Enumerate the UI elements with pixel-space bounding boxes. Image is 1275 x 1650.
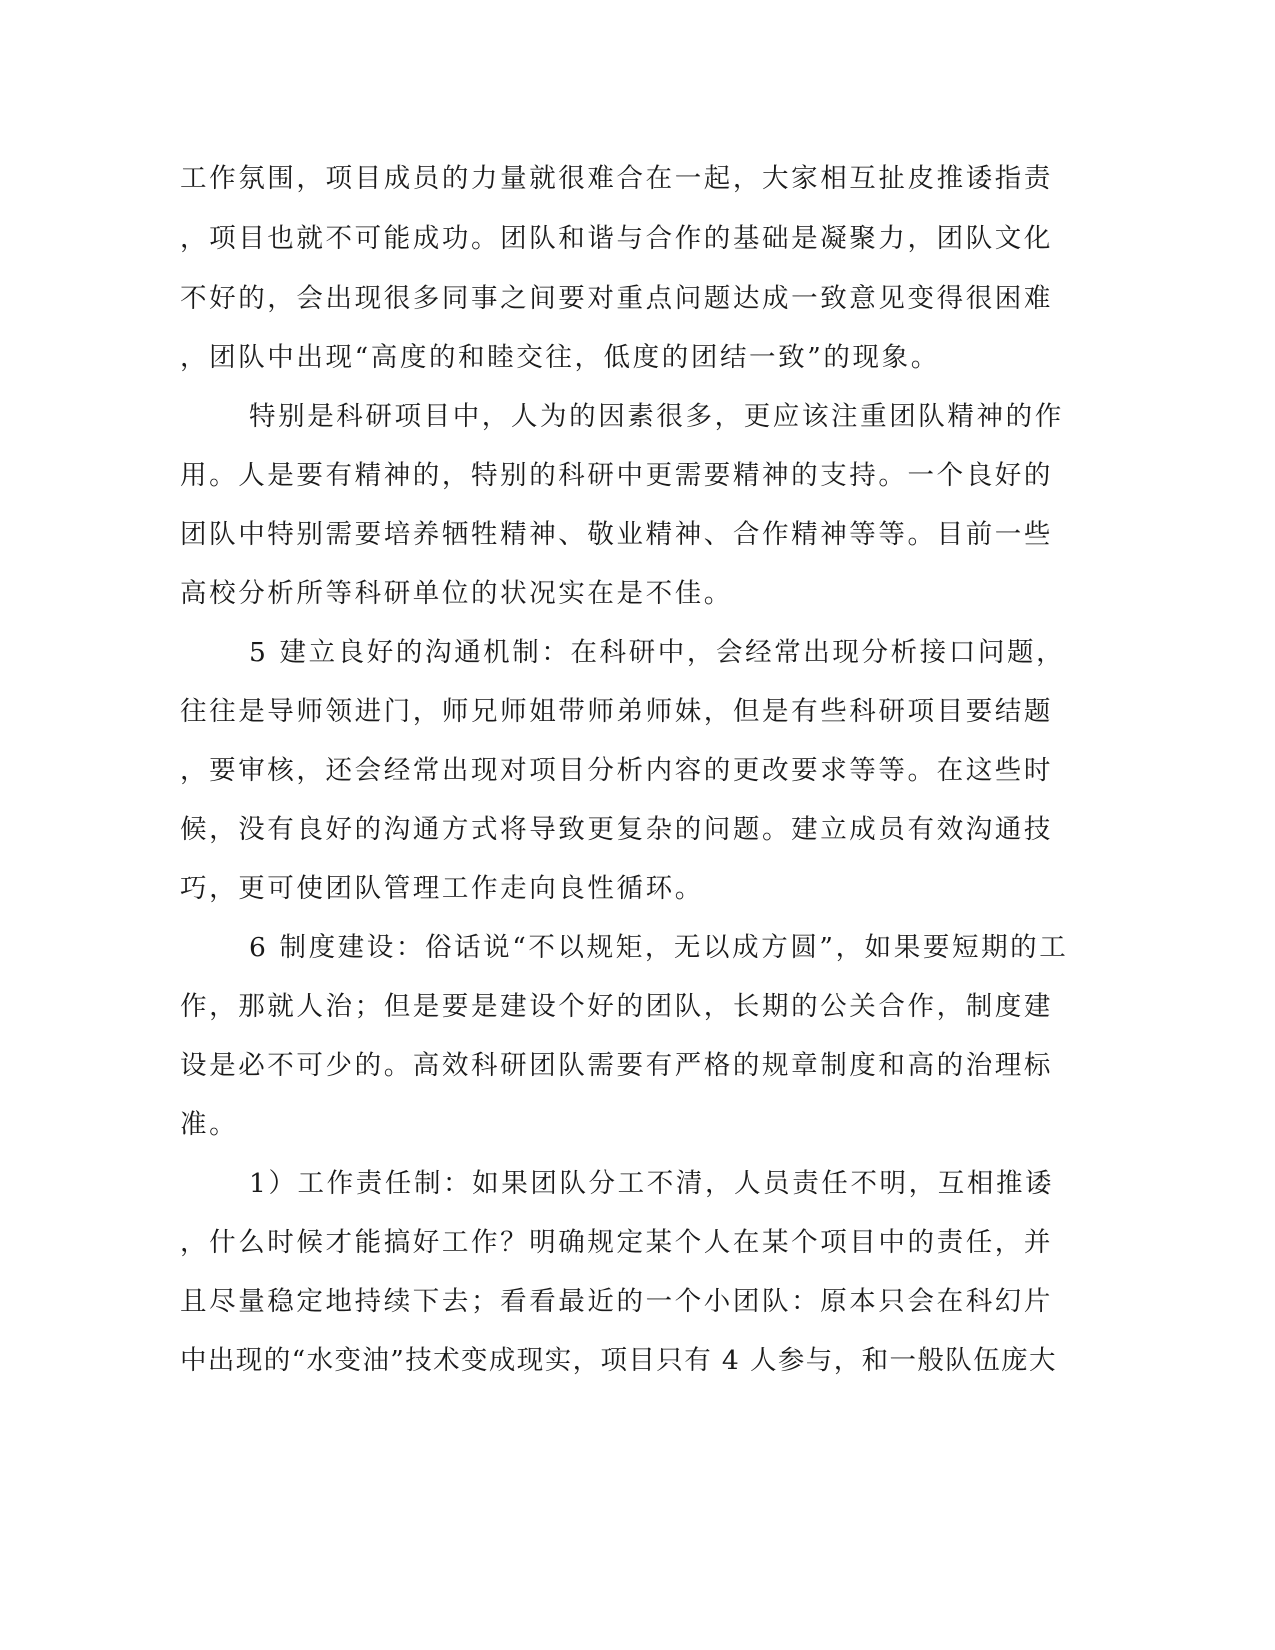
text-line: 用。人是要有精神的，特别的科研中更需要精神的支持。一个良好的 (180, 460, 1053, 491)
text-line: 特别是科研项目中，人为的因素很多，更应该注重团队精神的作 (249, 401, 1064, 432)
text-line: 1）工作责任制：如果团队分工不清，人员责任不明，互相推诿 (249, 1168, 1055, 1199)
text-line: 候，没有良好的沟通方式将导致更复杂的问题。建立成员有效沟通技 (180, 814, 1053, 845)
text-line: ，要审核，还会经常出现对项目分析内容的更改要求等等。在这些时 (180, 755, 1053, 786)
text-line: 中出现的“水变油”技术变成现实，项目只有 4 人参与，和一般队伍庞大 (180, 1345, 1057, 1376)
text-line: 团队中特别需要培养牺牲精神、敬业精神、合作精神等等。目前一些 (180, 519, 1053, 550)
text-line: 设是必不可少的。高效科研团队需要有严格的规章制度和高的治理标 (180, 1050, 1053, 1081)
text-line: ，什么时候才能搞好工作？明确规定某个人在某个项目中的责任，并 (180, 1227, 1053, 1258)
text-line: 6 制度建设：俗话说“不以规矩，无以成方圆”，如果要短期的工 (249, 932, 1069, 963)
text-line: 巧，更可使团队管理工作走向良性循环。 (180, 873, 704, 904)
text-line: ，团队中出现“高度的和睦交往，低度的团结一致”的现象。 (180, 342, 940, 373)
text-line: 高校分析所等科研单位的状况实在是不佳。 (180, 578, 733, 609)
text-line: 往往是导师领进门，师兄师姐带师弟师妹，但是有些科研项目要结题 (180, 696, 1053, 727)
text-line: ，项目也就不可能成功。团队和谐与合作的基础是凝聚力，团队文化 (180, 223, 1053, 254)
text-line: 不好的，会出现很多同事之间要对重点问题达成一致意见变得很困难 (180, 283, 1053, 314)
text-line: 准。 (180, 1109, 239, 1140)
text-line: 5 建立良好的沟通机制：在科研中，会经常出现分析接口问题， (249, 637, 1066, 668)
text-line: 作，那就人治；但是要是建设个好的团队，长期的公关合作，制度建 (180, 991, 1053, 1022)
text-line: 工作氛围，项目成员的力量就很难合在一起，大家相互扯皮推诿指责 (180, 163, 1053, 194)
text-line: 且尽量稳定地持续下去；看看最近的一个小团队：原本只会在科幻片 (180, 1286, 1053, 1317)
